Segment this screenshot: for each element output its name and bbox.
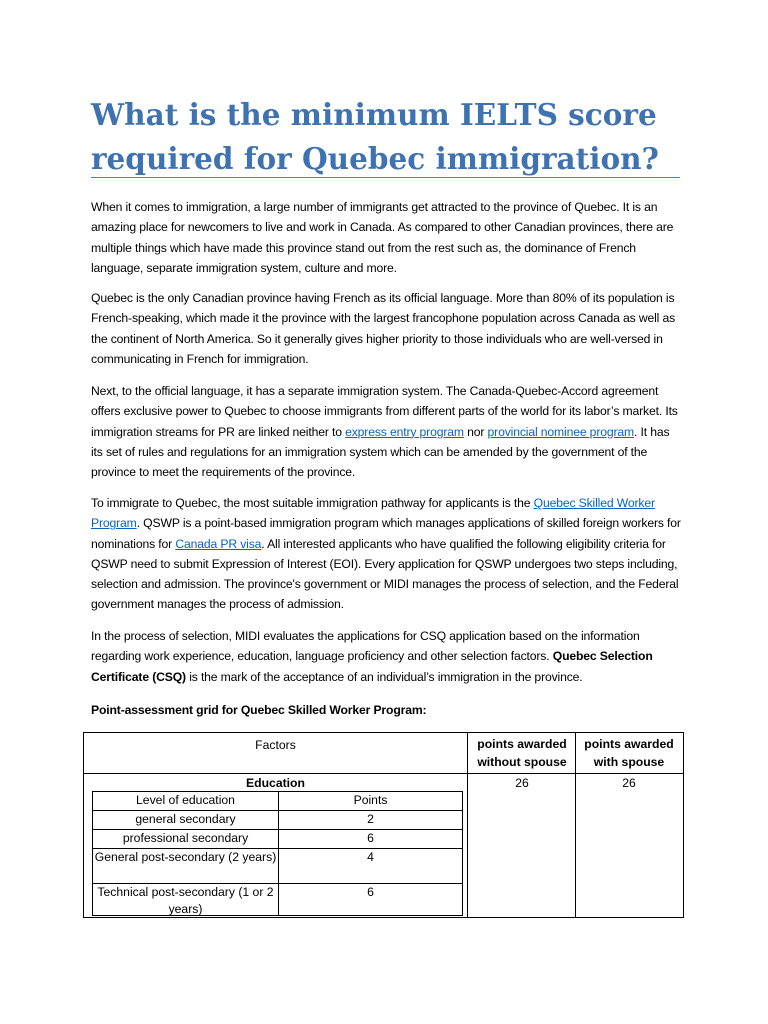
- text-run: nor: [463, 424, 488, 439]
- subheader-points: Points: [353, 793, 388, 807]
- grid-heading: Point-assessment grid for Quebec Skilled Worker Program:: [91, 703, 427, 717]
- canada-pr-visa-link[interactable]: Canada PR visa: [175, 536, 262, 551]
- education-points: 2: [367, 812, 374, 826]
- qswp-paragraph: [91, 493, 681, 615]
- express-entry-link[interactable]: express entry program: [345, 424, 464, 439]
- csq-bold-term: Quebec Selection Certificate (CSQ): [91, 649, 653, 684]
- table-row: [93, 849, 462, 884]
- immigration-system-paragraph: [91, 381, 681, 482]
- education-level: General post-secondary (2 years): [94, 850, 277, 864]
- text-run: To immigrate to Quebec, the most suitable immigration pathway for applicants is the: [91, 496, 534, 510]
- page-title: What is the minimum IELTS score required for Quebec immigration?: [91, 97, 659, 176]
- table-row: [93, 811, 462, 830]
- text-run: is the mark of the acceptance of an individual’s immigration in the province.: [185, 669, 583, 684]
- education-level: Technical post-secondary (1 or 2 years): [97, 885, 274, 916]
- text-run: . QSWP is a point-based immigration program which manages applications of skilled foreign workers for nominations for: [91, 516, 681, 551]
- education-without-spouse: 26: [515, 776, 529, 790]
- table-divider: [575, 733, 576, 917]
- education-subtable: [92, 791, 463, 916]
- table-row: [93, 792, 462, 811]
- text-run: . It has its set of rules and regulations for an immigration system which can be amended by the government of the province to meet the requirements of the province.: [91, 424, 670, 480]
- education-with-spouse: 26: [622, 776, 636, 790]
- title-underline: [91, 177, 680, 178]
- header-factors: Factors: [255, 738, 296, 752]
- subheader-level: Level of education: [136, 793, 235, 807]
- education-points: 6: [367, 885, 374, 899]
- education-level: professional secondary: [122, 831, 249, 845]
- points-table: [83, 732, 684, 918]
- intro-paragraph: When it comes to immigration, a large number of immigrants get attracted to the province of Quebec. It is an amazing place for newcomers to live and work in Canada. As compared to other Canadian provinces, there are multiple things which have made this province stand out from the rest such as, the dominance of French language, separate immigration system, culture and more.: [91, 200, 674, 275]
- quebec-skilled-worker-link[interactable]: Quebec Skilled Worker Program: [91, 496, 655, 531]
- french-language-paragraph: Quebec is the only Canadian province having French as its official language. More than 80% of its population is French-speaking, which made it the province with the largest francophone population across Canada as well as the continent of North America. So it generally gives higher priority to those individuals who are well-versed in communicating in French for immigration.: [91, 291, 676, 366]
- text-run: Next, to the official language, it has a separate immigration system. The Canada-Quebec-Accord agreement offers exclusive power to Quebec to choose immigrants from different parts of the world for its labor’s market. Its immigration streams for PR are linked neither to: [91, 384, 678, 439]
- provincial-nominee-link[interactable]: provincial nominee program: [487, 424, 635, 439]
- text-run: In the process of selection, MIDI evaluates the applications for CSQ application based on the information regarding work experience, education, language proficiency and other selection factors.: [91, 629, 640, 664]
- text-run: . All interested applicants who have qualified the following eligibility criteria for QSWP need to submit Expression of Interest (EOI). Every application for QSWP undergoes two steps including, selection and admission. The province's government or MIDI manages the process of selection, and the Federal government manages the process of admission.: [91, 536, 679, 612]
- education-points: 4: [367, 850, 374, 864]
- table-row: [93, 884, 462, 915]
- table-divider: [467, 733, 468, 917]
- selection-paragraph: [91, 626, 681, 687]
- header-without-spouse: points awarded without spouse: [477, 737, 567, 769]
- education-level: general secondary: [135, 812, 236, 826]
- header-with-spouse: points awarded with spouse: [584, 737, 674, 769]
- education-label: Education: [246, 776, 305, 790]
- education-points: 6: [367, 831, 374, 845]
- table-row: [93, 830, 462, 849]
